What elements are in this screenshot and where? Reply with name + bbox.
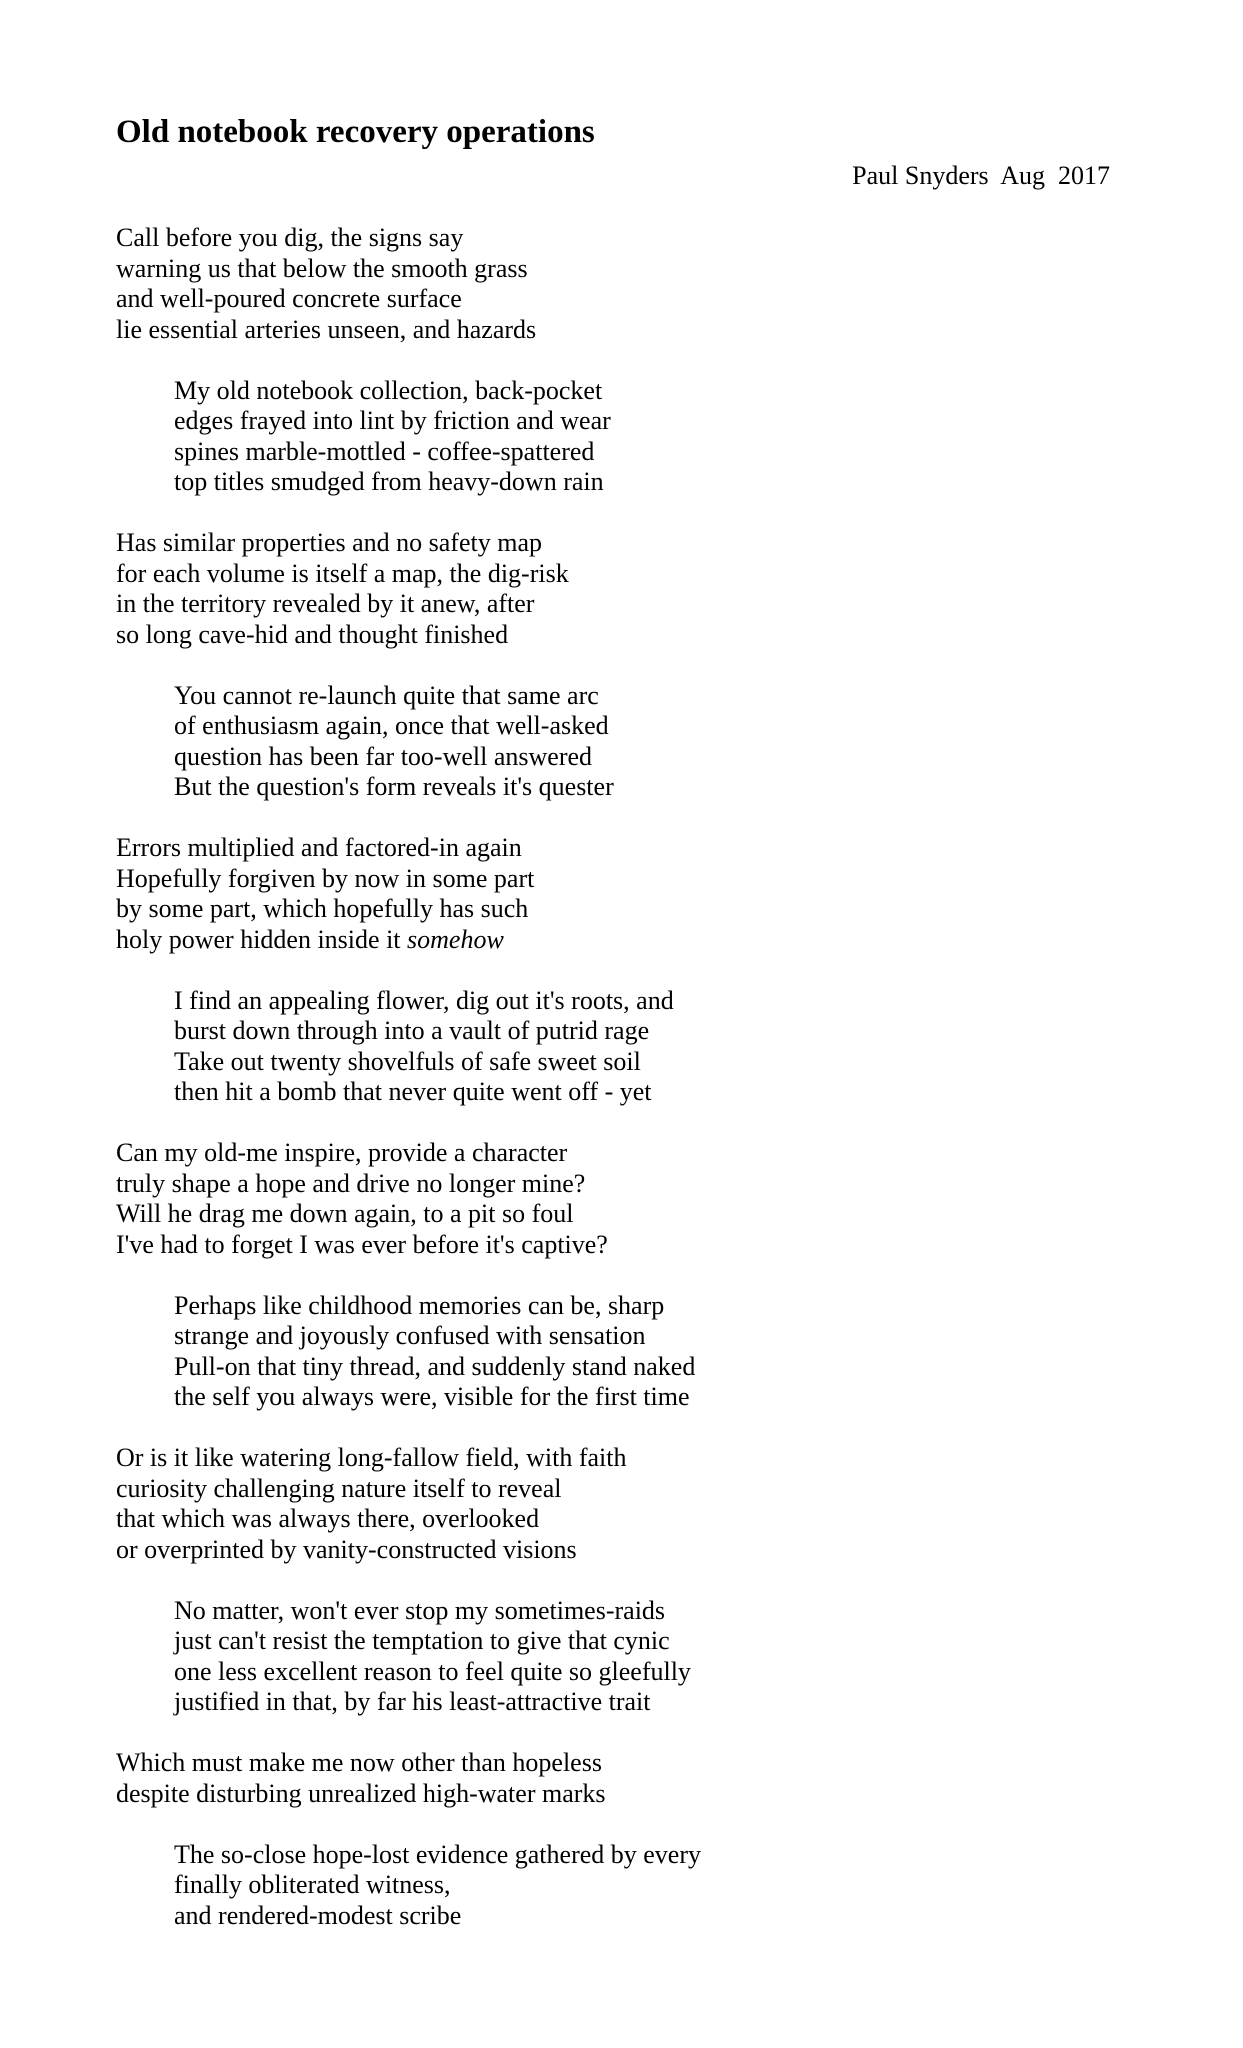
stanza-indented [116, 1596, 1116, 1718]
poem-line: by some part, which hopefully has such [116, 894, 529, 923]
poem-line: Or is it like watering long-fallow field, with faith [116, 1443, 627, 1472]
poem-line: Take out twenty shovelfuls of safe sweet soil [174, 1046, 641, 1076]
poem-line: one less excellent reason to feel quite so gleefully [174, 1656, 691, 1686]
poem-line: strange and joyously confused with sensation [174, 1321, 646, 1350]
poem-line: curiosity challenging nature itself to reveal [116, 1473, 562, 1503]
poem-line: lie essential arteries unseen, and hazards [116, 314, 537, 344]
poem-line: in the territory revealed by it anew, after [116, 589, 535, 618]
poem-line: Can my old-me inspire, provide a character [116, 1138, 568, 1167]
poem-line: burst down through into a vault of putrid rage [174, 1016, 650, 1045]
poem-line: then hit a bomb that never quite went off - yet [174, 1077, 652, 1106]
poem-line: No matter, won't ever stop my sometimes-raids [174, 1595, 666, 1625]
poem-line: The so-close hope-lost evidence gathered by every [174, 1839, 702, 1869]
poem-line: question has been far too-well answered [174, 741, 593, 771]
stanza [116, 1443, 1116, 1565]
poem-line: top titles smudged from heavy-down rain [174, 467, 604, 496]
poem-line: Which must make me now other than hopeless [116, 1748, 602, 1777]
poem-line: I find an appealing flower, dig out it's roots, and [174, 985, 674, 1015]
poem-line: Perhaps like childhood memories can be, sharp [174, 1290, 665, 1320]
poem-line: You cannot re-launch quite that same arc [174, 680, 599, 710]
stanza-indented [116, 681, 1116, 803]
poem-line: so long cave-hid and thought finished [116, 619, 509, 649]
italic-word: somehow [407, 924, 504, 954]
poem-line: Call before you dig, the signs say [116, 223, 464, 252]
poem-line: despite disturbing unrealized high-water marks [116, 1778, 606, 1808]
poem-line: justified in that, by far his least-attractive trait [174, 1687, 651, 1716]
poem-line: the self you always were, visible for the first time [174, 1382, 690, 1411]
poem-line: edges frayed into lint by friction and wear [174, 406, 611, 435]
poem-line: Hopefully forgiven by now in some part [116, 863, 535, 893]
poem-line: Pull-on that tiny thread, and suddenly stand naked [174, 1351, 696, 1381]
stanza-indented [116, 376, 1116, 498]
poem-line: of enthusiasm again, once that well-asked [174, 711, 609, 740]
stanza-indented [116, 986, 1116, 1108]
poem-line: finally obliterated witness, [174, 1870, 451, 1899]
poem-line: But the question's form reveals it's quester [174, 772, 614, 801]
poem-line: and well-poured concrete surface [116, 284, 462, 313]
poem-line: truly shape a hope and drive no longer mine? [116, 1168, 586, 1198]
poem-line: I've had to forget I was ever before it's captive? [116, 1229, 608, 1259]
stanza [116, 223, 1116, 345]
stanza-indented [116, 1840, 1116, 1932]
stanza [116, 528, 1116, 650]
stanza [116, 1138, 1116, 1260]
author-date-byline: Paul Snyders Aug 2017 [852, 161, 1110, 190]
poem-line: just can't resist the temptation to give that cynic [174, 1626, 670, 1655]
poem-line: Will he drag me down again, to a pit so foul [116, 1199, 574, 1228]
poem-line: and rendered-modest scribe [174, 1900, 462, 1930]
poem-body [116, 223, 1116, 1962]
poem-line: My old notebook collection, back-pocket [174, 375, 603, 405]
poem-line: warning us that below the smooth grass [116, 253, 528, 283]
stanza-indented [116, 1291, 1116, 1413]
poem-line: for each volume is itself a map, the dig-risk [116, 558, 569, 588]
poem-line: spines marble-mottled - coffee-spattered [174, 436, 595, 466]
poem-line: Errors multiplied and factored-in again [116, 833, 522, 862]
poem-line: or overprinted by vanity-constructed visions [116, 1534, 577, 1564]
poem-title: Old notebook recovery operations [116, 114, 595, 150]
poem-line-text: holy power hidden inside it [116, 924, 408, 954]
poem-line: that which was always there, overlooked [116, 1504, 540, 1533]
stanza [116, 833, 1116, 955]
stanza [116, 1748, 1116, 1809]
poem-line: Has similar properties and no safety map [116, 528, 542, 557]
poem-line [116, 925, 1116, 956]
